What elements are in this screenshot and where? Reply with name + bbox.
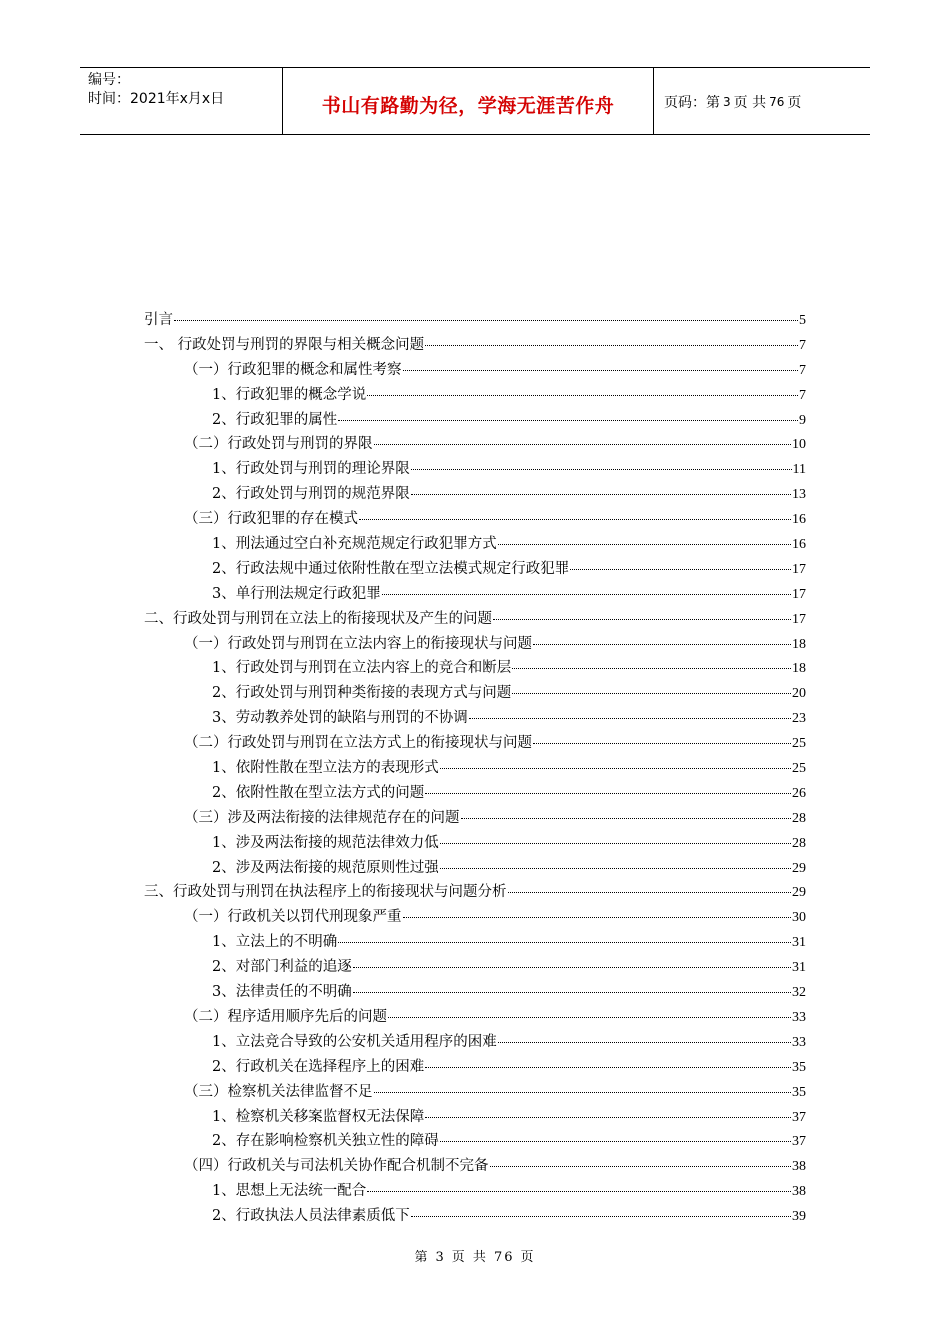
toc-entry-title: （一）行政处罚与刑罚在立法内容上的衔接现状与问题 <box>184 635 532 652</box>
toc-entry[interactable] <box>144 1005 806 1030</box>
toc-dot-leader <box>533 644 791 645</box>
toc-entry-title: 1、依附性散在型立法方的表现形式 <box>212 760 439 777</box>
toc-entry[interactable] <box>144 1204 806 1229</box>
footer-prefix: 第 <box>414 1250 430 1265</box>
toc-entry-title: 2、行政处罚与刑罚的规范界限 <box>212 486 410 503</box>
toc-dot-leader <box>374 1092 792 1093</box>
toc-entry[interactable] <box>144 632 806 657</box>
toc-entry-title: 2、行政犯罪的属性 <box>212 411 338 428</box>
toc-entry[interactable] <box>144 706 806 731</box>
toc-entry-page: 37 <box>792 1134 806 1150</box>
toc-entry-page: 11 <box>792 462 806 478</box>
toc-dot-leader <box>388 1017 791 1018</box>
footer-total: 76 <box>493 1250 515 1265</box>
toc-dot-leader <box>440 1141 791 1142</box>
toc-entry-title: （三）检察机关法律监督不足 <box>184 1083 373 1100</box>
toc-entry-page: 39 <box>792 1209 806 1225</box>
toc-entry-page: 17 <box>792 586 806 602</box>
toc-dot-leader <box>508 892 792 893</box>
toc-entry-page: 28 <box>792 810 806 826</box>
toc-entry-page: 9 <box>799 412 806 428</box>
toc-dot-leader <box>174 320 798 321</box>
toc-entry[interactable] <box>144 457 806 482</box>
toc-entry-title: （三）行政犯罪的存在模式 <box>184 511 358 528</box>
toc-entry[interactable] <box>144 408 806 433</box>
toc-entry[interactable] <box>144 880 806 905</box>
toc-entry-page: 17 <box>792 611 806 627</box>
toc-entry-title: 1、行政犯罪的概念学说 <box>212 386 367 403</box>
toc-entry-page: 29 <box>792 885 806 901</box>
toc-entry-title: 2、行政执法人员法律素质低下 <box>212 1208 410 1225</box>
toc-entry[interactable] <box>144 1129 806 1154</box>
toc-dot-leader <box>440 868 791 869</box>
toc-entry[interactable] <box>144 557 806 582</box>
toc-entry-page: 16 <box>792 537 806 553</box>
toc-entry[interactable] <box>144 1154 806 1179</box>
toc-entry-title: 1、行政处罚与刑罚的理论界限 <box>212 461 410 478</box>
toc-dot-leader <box>338 420 798 421</box>
toc-dot-leader <box>382 594 791 595</box>
toc-dot-leader <box>403 370 799 371</box>
toc-dot-leader <box>440 768 791 769</box>
toc-dot-leader <box>411 469 792 470</box>
toc-entry-title: （一）行政犯罪的概念和属性考察 <box>184 361 402 378</box>
toc-entry[interactable] <box>144 607 806 632</box>
table-of-contents <box>144 308 806 1229</box>
toc-entry-page: 7 <box>799 387 806 403</box>
toc-entry[interactable] <box>144 681 806 706</box>
toc-entry-title: 引言 <box>144 312 173 328</box>
page-footer <box>0 1246 950 1265</box>
toc-entry[interactable] <box>144 1080 806 1105</box>
toc-dot-leader <box>461 818 792 819</box>
toc-entry-page: 18 <box>792 636 806 652</box>
toc-entry-title: 二、行政处罚与刑罚在立法上的衔接现状及产生的问题 <box>144 610 492 627</box>
toc-entry-page: 38 <box>792 1159 806 1175</box>
toc-entry-title: 1、涉及两法衔接的规范法律效力低 <box>212 834 439 851</box>
page-total: 76 <box>769 95 785 109</box>
toc-entry[interactable] <box>144 831 806 856</box>
toc-dot-leader <box>440 843 791 844</box>
toc-dot-leader <box>490 1166 792 1167</box>
toc-entry[interactable] <box>144 507 806 532</box>
toc-entry[interactable] <box>144 532 806 557</box>
page-prefix: 页码：第 <box>664 95 720 111</box>
toc-entry-title: 2、行政机关在选择程序上的困难 <box>212 1058 425 1075</box>
toc-entry[interactable] <box>144 806 806 831</box>
footer-mid: 页 共 <box>451 1250 488 1265</box>
toc-entry-title: 3、劳动教养处罚的缺陷与刑罚的不协调 <box>212 710 468 727</box>
toc-entry-page: 25 <box>792 736 806 752</box>
toc-entry-title: 1、立法竞合导致的公安机关适用程序的困难 <box>212 1033 497 1050</box>
toc-dot-leader <box>359 519 791 520</box>
toc-entry-page: 38 <box>792 1184 806 1200</box>
header-page-info <box>654 68 870 134</box>
toc-dot-leader <box>512 693 791 694</box>
header-motto: 书山有路勤为径，学海无涯苦作舟 <box>282 68 654 134</box>
toc-entry[interactable] <box>144 1030 806 1055</box>
page-mid: 页 共 <box>733 95 767 111</box>
page-header <box>80 67 870 135</box>
toc-entry-title: （二）行政处罚与刑罚在立法方式上的衔接现状与问题 <box>184 735 532 752</box>
toc-dot-leader <box>374 444 792 445</box>
toc-entry[interactable] <box>144 1105 806 1130</box>
toc-entry-title: 1、思想上无法统一配合 <box>212 1183 367 1200</box>
toc-entry-page: 13 <box>792 487 806 503</box>
toc-entry-page: 17 <box>792 561 806 577</box>
toc-entry-page: 23 <box>792 711 806 727</box>
toc-entry-title: 1、检察机关移案监督权无法保障 <box>212 1108 425 1125</box>
toc-dot-leader <box>367 395 798 396</box>
toc-entry[interactable] <box>144 905 806 930</box>
toc-entry-title: 1、立法上的不明确 <box>212 934 338 951</box>
toc-dot-leader <box>353 967 791 968</box>
toc-dot-leader <box>353 992 791 993</box>
toc-dot-leader <box>498 1042 791 1043</box>
toc-entry-title: 2、依附性散在型立法方式的问题 <box>212 784 425 801</box>
page-suffix: 页 <box>787 95 802 111</box>
toc-dot-leader <box>425 1117 791 1118</box>
toc-dot-leader <box>533 743 791 744</box>
toc-entry[interactable] <box>144 980 806 1005</box>
toc-entry[interactable] <box>144 731 806 756</box>
toc-entry-title: 2、对部门利益的追逐 <box>212 959 352 976</box>
toc-entry-title: 2、涉及两法衔接的规范原则性过强 <box>212 859 439 876</box>
toc-entry-title: （四）行政机关与司法机关协作配合机制不完备 <box>184 1158 489 1175</box>
toc-dot-leader <box>411 494 791 495</box>
code-label: 编号： <box>88 72 130 88</box>
toc-entry-page: 5 <box>799 313 806 328</box>
toc-entry-page: 31 <box>792 960 806 976</box>
page-current: 3 <box>723 95 731 109</box>
toc-entry[interactable] <box>144 955 806 980</box>
toc-entry-title: 2、行政法规中通过依附性散在型立法模式规定行政犯罪 <box>212 560 570 577</box>
footer-suffix: 页 <box>520 1250 536 1265</box>
toc-entry[interactable] <box>144 756 806 781</box>
toc-entry-page: 7 <box>799 337 806 353</box>
toc-entry[interactable] <box>144 930 806 955</box>
date-label: 时间：2021年x月x日 <box>88 91 225 107</box>
toc-entry[interactable] <box>144 383 806 408</box>
toc-dot-leader <box>493 619 791 620</box>
toc-dot-leader <box>498 544 791 545</box>
toc-dot-leader <box>425 793 791 794</box>
toc-dot-leader <box>425 345 798 346</box>
toc-entry-page: 28 <box>792 835 806 851</box>
toc-dot-leader <box>469 718 791 719</box>
toc-entry[interactable] <box>144 781 806 806</box>
toc-entry[interactable] <box>144 432 806 457</box>
toc-entry-title: 三、行政处罚与刑罚在执法程序上的衔接现状与问题分析 <box>144 884 507 901</box>
toc-entry-page: 37 <box>792 1109 806 1125</box>
toc-entry[interactable] <box>144 1055 806 1080</box>
toc-entry-page: 29 <box>792 860 806 876</box>
toc-entry[interactable] <box>144 582 806 607</box>
toc-entry-title: 3、单行刑法规定行政犯罪 <box>212 585 381 602</box>
toc-dot-leader <box>425 1067 791 1068</box>
toc-entry-page: 18 <box>792 661 806 677</box>
toc-entry-title: 1、刑法通过空白补充规范规定行政犯罪方式 <box>212 536 497 553</box>
toc-entry-title: 2、存在影响检察机关独立性的障碍 <box>212 1133 439 1150</box>
toc-entry-page: 25 <box>792 761 806 777</box>
toc-entry[interactable] <box>144 308 806 333</box>
toc-entry-page: 33 <box>792 1009 806 1025</box>
toc-entry-page: 33 <box>792 1034 806 1050</box>
toc-entry[interactable] <box>144 656 806 681</box>
toc-dot-leader <box>338 942 791 943</box>
toc-entry-page: 20 <box>792 686 806 702</box>
toc-entry-page: 31 <box>792 935 806 951</box>
toc-entry-title: 一、 行政处罚与刑罚的界限与相关概念问题 <box>144 336 425 353</box>
toc-entry-title: 1、行政处罚与刑罚在立法内容上的竞合和断层 <box>212 660 512 677</box>
toc-dot-leader <box>411 1216 791 1217</box>
toc-entry[interactable] <box>144 358 806 383</box>
header-meta <box>80 68 282 134</box>
footer-current: 3 <box>435 1250 446 1265</box>
toc-entry[interactable] <box>144 1179 806 1204</box>
toc-entry[interactable] <box>144 482 806 507</box>
toc-entry-page: 32 <box>792 985 806 1001</box>
toc-dot-leader <box>570 569 791 570</box>
toc-entry-title: （一）行政机关以罚代刑现象严重 <box>184 909 402 926</box>
toc-entry-title: 2、行政处罚与刑罚种类衔接的表现方式与问题 <box>212 685 512 702</box>
toc-dot-leader <box>512 668 791 669</box>
toc-entry[interactable] <box>144 856 806 881</box>
toc-entry[interactable] <box>144 333 806 358</box>
toc-entry-page: 7 <box>799 362 806 378</box>
toc-entry-title: （二）程序适用顺序先后的问题 <box>184 1008 387 1025</box>
toc-entry-title: （三）涉及两法衔接的法律规范存在的问题 <box>184 809 460 826</box>
toc-entry-title: （二）行政处罚与刑罚的界限 <box>184 436 373 453</box>
toc-entry-page: 10 <box>792 437 806 453</box>
toc-entry-page: 35 <box>792 1059 806 1075</box>
toc-dot-leader <box>367 1191 791 1192</box>
toc-entry-page: 16 <box>792 512 806 528</box>
toc-entry-page: 35 <box>792 1084 806 1100</box>
toc-entry-page: 30 <box>792 910 806 926</box>
toc-entry-title: 3、法律责任的不明确 <box>212 984 352 1001</box>
toc-dot-leader <box>403 917 792 918</box>
toc-entry-page: 26 <box>792 785 806 801</box>
